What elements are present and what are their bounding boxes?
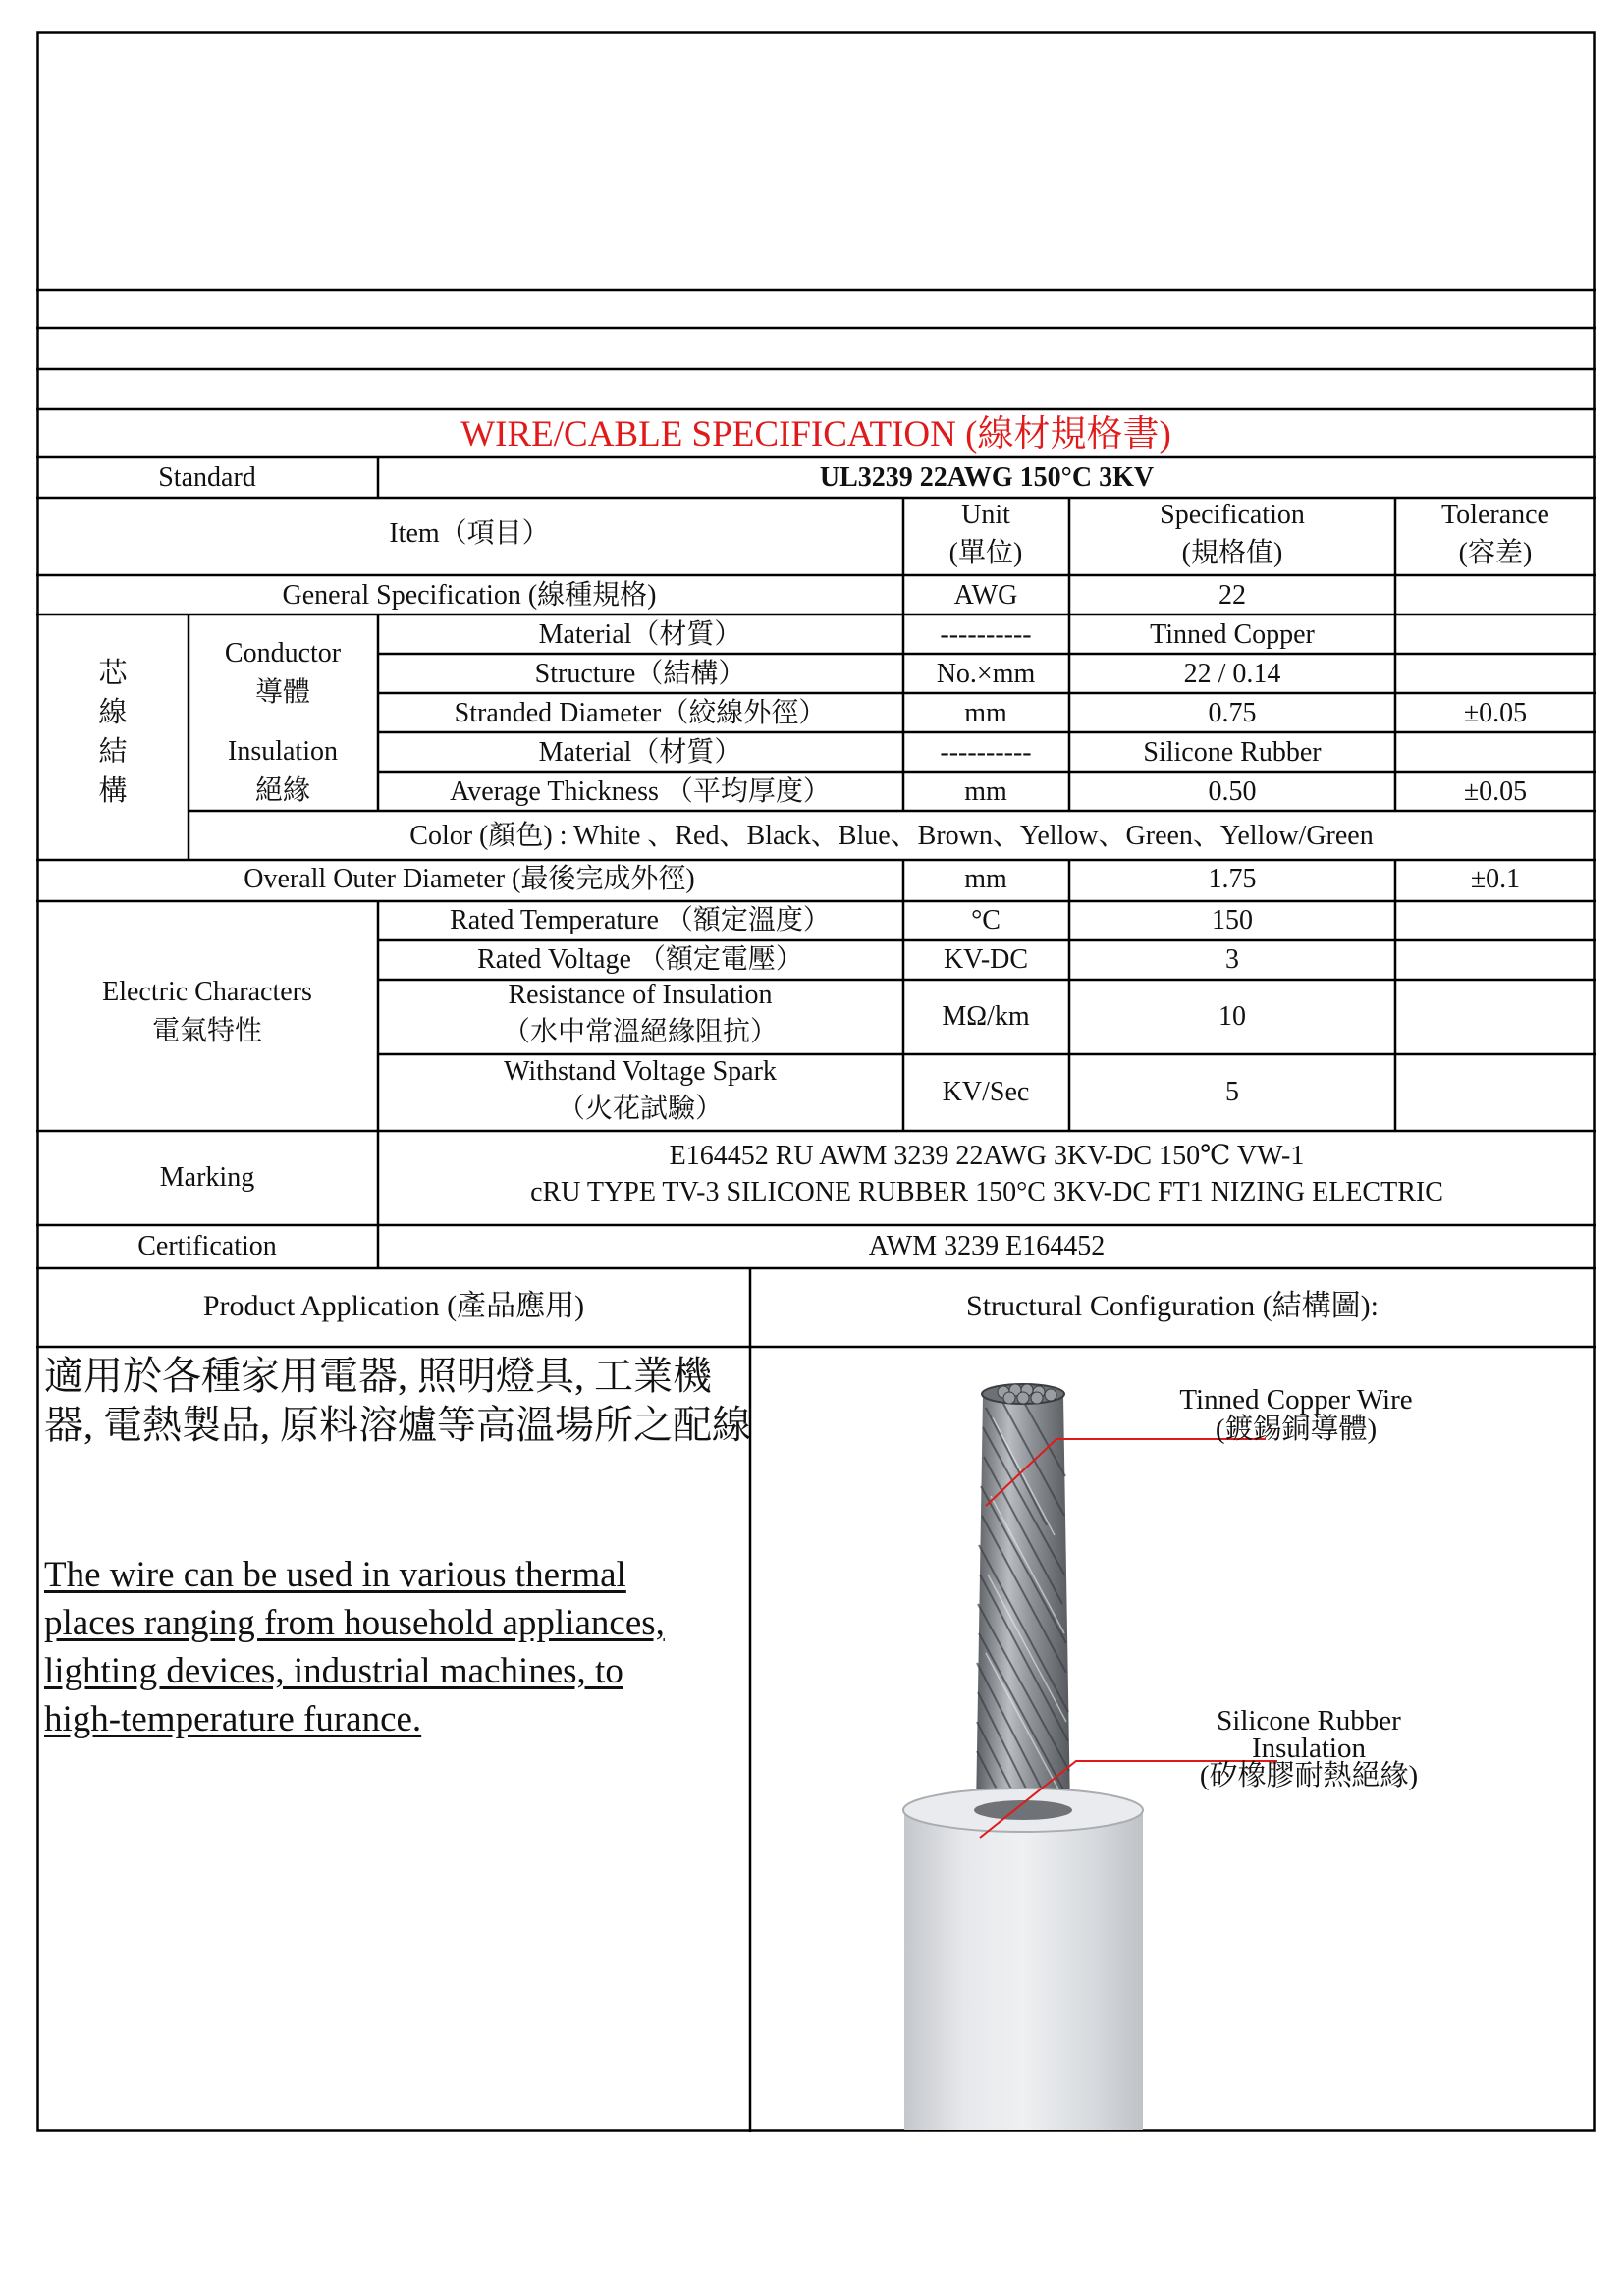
average-thickness-value: 0.50 (1208, 776, 1257, 807)
marking-label: Marking (159, 1162, 255, 1193)
application-zh-line: 適用於各種家用電器, 照明燈具, 工業機 (44, 1354, 712, 1398)
conductor-callout-line: (鍍錫銅導體) (1215, 1414, 1378, 1445)
core-structure-label (93, 654, 133, 811)
average-thickness-unit: mm (964, 776, 1007, 807)
item-header: Item（項目） (389, 518, 550, 549)
general-spec-label: General Specification (線種規格) (282, 580, 657, 611)
application-zh-line: 器, 電熱製品, 原料溶爐等高溫場所之配線 (44, 1403, 751, 1447)
general-spec-unit: AWG (953, 580, 1018, 611)
application-header: Product Application (產品應用) (202, 1290, 585, 1322)
marking-line-1: E164452 RU AWM 3239 22AWG 3KV-DC 150℃ VW-1 (669, 1141, 1305, 1171)
conductor-label: Conductor (224, 638, 342, 668)
spark-test-unit: KV/Sec (942, 1077, 1030, 1107)
conductor-structure-unit: No.×mm (936, 659, 1036, 689)
spec-header: Specification (1160, 500, 1305, 530)
stranded-diameter-value: 0.75 (1208, 698, 1257, 728)
tolerance-header-zh: (容差) (1458, 538, 1533, 568)
conductor-material-item: Material（材質） (538, 619, 742, 650)
insulation-material-unit: ---------- (940, 737, 1032, 768)
conductor-callout (1179, 1385, 1412, 1444)
outer-diameter-unit: mm (964, 864, 1007, 894)
page-title: WIRE/CABLE SPECIFICATION (線材規格書) (460, 414, 1171, 454)
core-label-char: 線 (98, 697, 128, 728)
conductor-label-zh: 導體 (254, 677, 311, 708)
standard-label: Standard (158, 462, 256, 493)
spark-test-value: 5 (1225, 1077, 1239, 1107)
wire-illustration (752, 1349, 1594, 2130)
conductor-material-unit: ---------- (940, 619, 1032, 650)
conductor-structure-value: 22 / 0.14 (1183, 659, 1281, 689)
color-options: Color (顏色) : White 、Red、Black、Blue、Brown、Yellow、Green、Yellow/Green (409, 821, 1374, 851)
rated-temperature-unit: °C (971, 905, 1001, 935)
insulation-label: Insulation (228, 736, 338, 767)
insulation-label-zh: 絕緣 (254, 775, 311, 806)
core-label-char: 結 (98, 736, 128, 768)
spark-test-item-zh: （火花試驗） (557, 1094, 724, 1124)
insulation-resistance-item: Resistance of Insulation (508, 980, 773, 1010)
application-en-line: high-temperature furance. (44, 1699, 422, 1739)
standard-value: UL3239 22AWG 150°C 3KV (819, 462, 1155, 493)
insulation-resistance-unit: MΩ/km (942, 1001, 1030, 1032)
rated-voltage-item: Rated Voltage （額定電壓） (477, 944, 803, 975)
certification-value: AWM 3239 E164452 (868, 1231, 1106, 1261)
outer-diameter-tolerance: ±0.1 (1470, 864, 1521, 894)
general-spec-value: 22 (1218, 580, 1246, 611)
electric-label-zh: 電氣特性 (151, 1016, 263, 1046)
conductor-structure-item: Structure（結構） (534, 659, 746, 689)
stranded-diameter-item: Stranded Diameter（絞線外徑） (454, 698, 827, 728)
insulation-callout-line: (矽橡膠耐熱絕緣) (1199, 1760, 1419, 1791)
conductor-callout-line: Tinned Copper Wire (1179, 1384, 1413, 1415)
unit-header-zh: (單位) (948, 538, 1023, 568)
certification-label: Certification (137, 1231, 277, 1261)
outer-diameter-value: 1.75 (1208, 864, 1257, 894)
insulation-callout-line: Insulation (1251, 1733, 1366, 1764)
core-label-char: 構 (98, 775, 128, 807)
marking-line-2: cRU TYPE TV-3 SILICONE RUBBER 150°C 3KV-DC FT1 NIZING ELECTRIC (530, 1177, 1443, 1207)
conductor-strands (976, 1384, 1070, 1810)
insulation-resistance-value: 10 (1218, 1001, 1246, 1032)
average-thickness-item: Average Thickness （平均厚度） (450, 776, 831, 807)
rated-temperature-item: Rated Temperature （額定溫度） (450, 905, 831, 935)
rated-voltage-unit: KV-DC (943, 944, 1029, 975)
insulation-jacket (903, 1789, 1143, 2130)
insulation-callout-line: Silicone Rubber (1217, 1705, 1401, 1736)
application-en-line: lighting devices, industrial machines, to (44, 1651, 623, 1691)
stranded-diameter-unit: mm (964, 698, 1007, 728)
insulation-material-item: Material（材質） (538, 737, 742, 768)
rated-temperature-value: 150 (1212, 905, 1253, 935)
spec-sheet (36, 31, 1596, 2132)
outer-diameter-label: Overall Outer Diameter (最後完成外徑) (244, 864, 695, 894)
application-text-en (44, 1551, 751, 1743)
spec-header-zh: (規格值) (1181, 538, 1283, 568)
unit-header: Unit (961, 500, 1010, 530)
core-label-char: 芯 (98, 658, 128, 689)
average-thickness-tolerance: ±0.05 (1463, 776, 1528, 807)
stranded-diameter-tolerance: ±0.05 (1463, 698, 1528, 728)
rated-voltage-value: 3 (1225, 944, 1239, 975)
conductor-material-value: Tinned Copper (1150, 619, 1315, 650)
insulation-resistance-item-zh: （水中常溫絕緣阻抗） (502, 1017, 779, 1047)
application-en-line: The wire can be used in various thermal (44, 1555, 626, 1595)
spark-test-item: Withstand Voltage Spark (504, 1056, 777, 1087)
application-text-zh (44, 1352, 751, 1450)
electric-label: Electric Characters (102, 977, 312, 1007)
tolerance-header: Tolerance (1441, 500, 1549, 530)
insulation-callout (1200, 1707, 1418, 1789)
application-en-line: places ranging from household appliances, (44, 1603, 665, 1643)
structure-header: Structural Configuration (結構圖): (966, 1290, 1379, 1322)
insulation-material-value: Silicone Rubber (1143, 737, 1322, 768)
